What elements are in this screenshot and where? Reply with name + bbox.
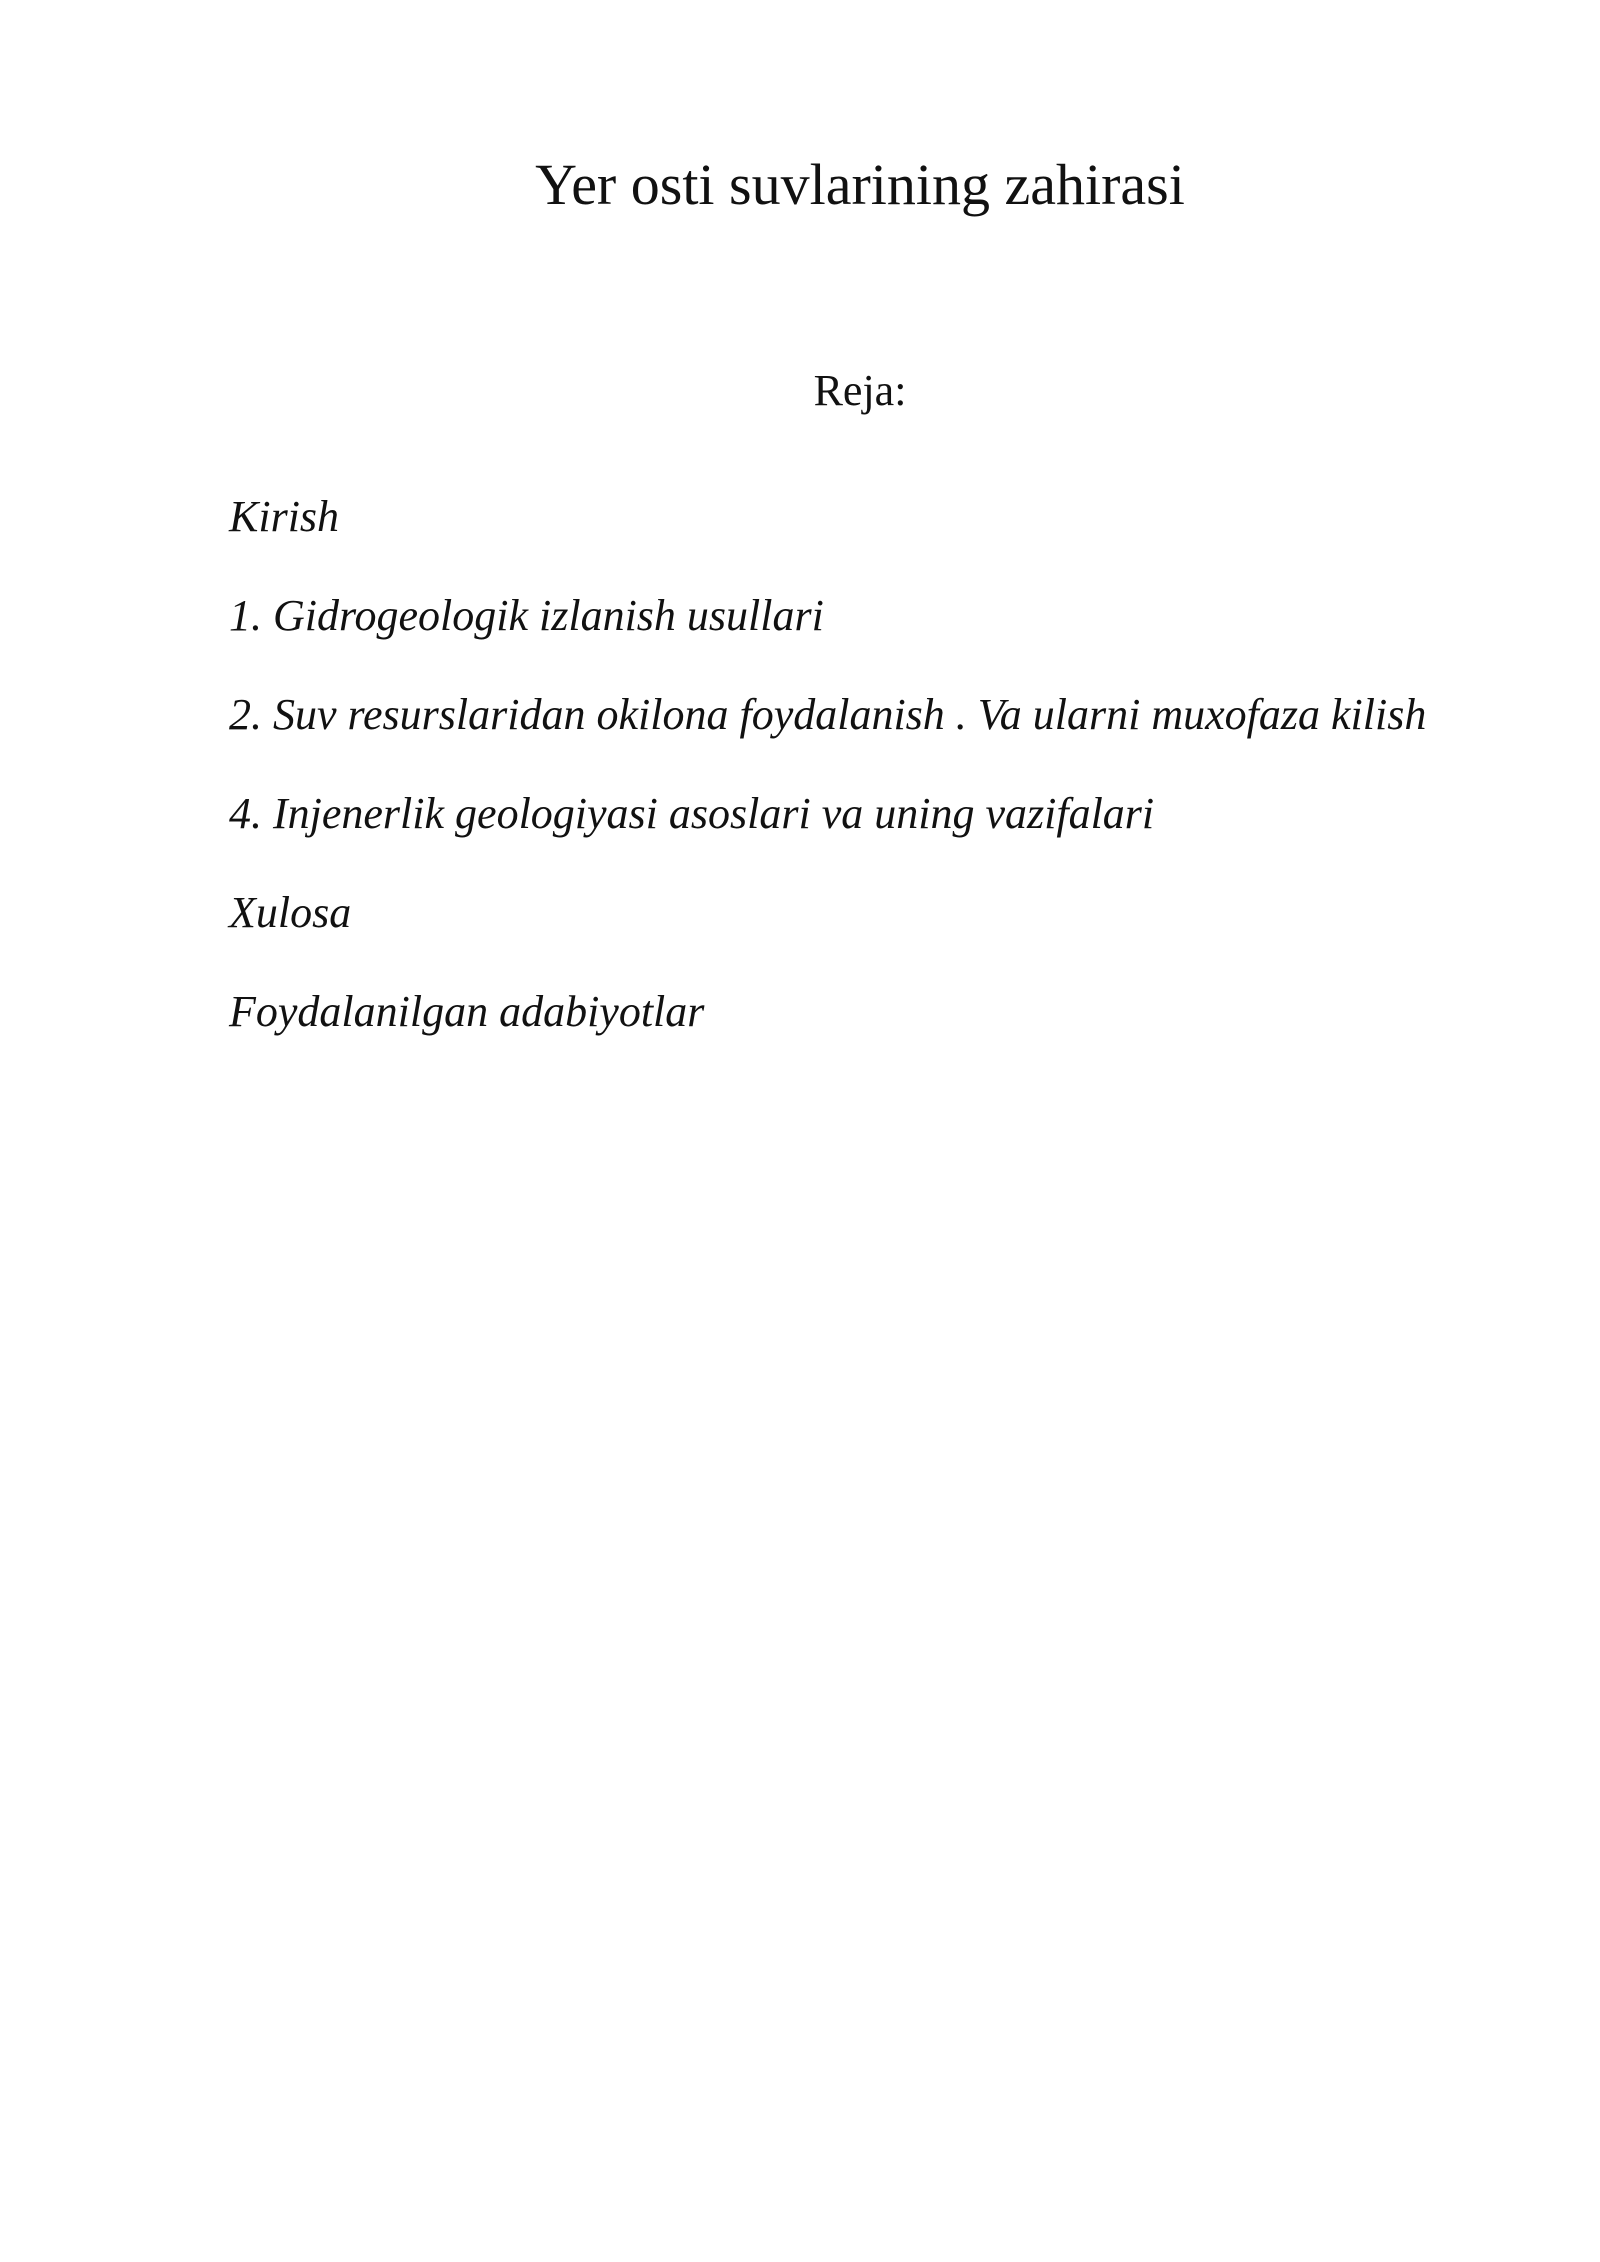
plan-heading: Reja: bbox=[813, 366, 907, 415]
toc-item-conclusion: Xulosa bbox=[229, 888, 352, 937]
toc-item-4: 4. Injenerlik geologiyasi asoslari va uning vazifalari bbox=[229, 789, 1155, 838]
toc-item-1: 1. Gidrogeologik izlanish usullari bbox=[229, 591, 824, 640]
toc-item-references: Foydalanilgan adabiyotlar bbox=[229, 987, 705, 1036]
toc-item-2: 2. Suv resurslaridan okilona foydalanish . Va ularni muxofaza kilish bbox=[229, 690, 1427, 739]
toc-item-introduction: Kirish bbox=[229, 492, 340, 541]
table-of-contents bbox=[229, 490, 1426, 1084]
document-title: Yer osti suvlarining zahirasi bbox=[535, 152, 1185, 217]
